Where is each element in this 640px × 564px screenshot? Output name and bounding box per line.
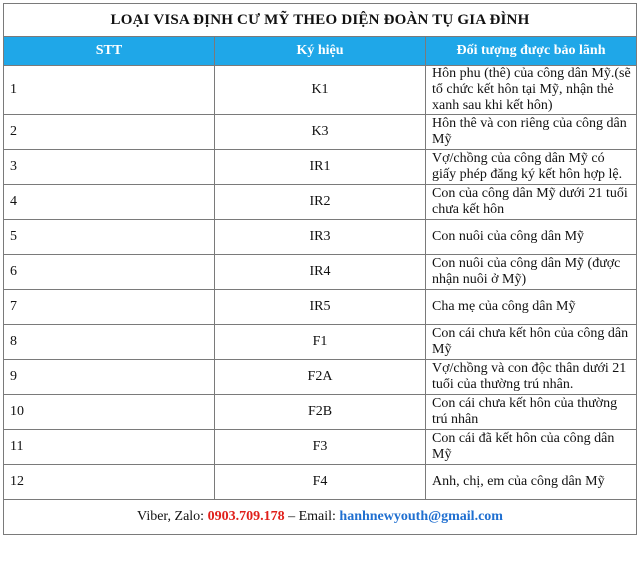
- row-description: Con nuôi của công dân Mỹ (được nhận nuôi ở Mỹ): [426, 255, 637, 290]
- header-code: Ký hiệu: [215, 37, 426, 66]
- row-stt: 3: [4, 150, 215, 185]
- table-row: [4, 150, 637, 185]
- row-description: Con cái chưa kết hôn của thường trú nhân: [426, 395, 637, 430]
- row-code: F2A: [215, 360, 426, 395]
- row-stt: 4: [4, 185, 215, 220]
- row-code: IR1: [215, 150, 426, 185]
- table-row: [4, 430, 637, 465]
- table-row: [4, 220, 637, 255]
- table-row: [4, 465, 637, 500]
- row-stt: 12: [4, 465, 215, 500]
- table-row: [4, 395, 637, 430]
- row-code: K1: [215, 66, 426, 115]
- visa-table-container: [3, 3, 637, 535]
- row-code: IR5: [215, 290, 426, 325]
- row-stt: 7: [4, 290, 215, 325]
- row-code: F3: [215, 430, 426, 465]
- row-description: Vợ/chồng của công dân Mỹ có giấy phép đăng ký kết hôn hợp lệ.: [426, 150, 637, 185]
- row-code: F4: [215, 465, 426, 500]
- row-description: Con cái đã kết hôn của công dân Mỹ: [426, 430, 637, 465]
- table-row: [4, 66, 637, 115]
- row-description: Cha mẹ của công dân Mỹ: [426, 290, 637, 325]
- row-code: F1: [215, 325, 426, 360]
- visa-table: [3, 3, 637, 535]
- phone-number[interactable]: 0903.709.178: [207, 509, 285, 524]
- header-description: Đối tượng được bảo lãnh: [426, 37, 637, 66]
- row-description: Anh, chị, em của công dân Mỹ: [426, 465, 637, 500]
- table-row: [4, 115, 637, 150]
- contact-middle: – Email:: [284, 509, 340, 524]
- row-description: Hôn thê và con riêng của công dân Mỹ: [426, 115, 637, 150]
- row-description: Hôn phu (thê) của công dân Mỹ.(sẽ tổ chức kết hôn tại Mỹ, nhận thẻ xanh sau khi kết hôn): [426, 66, 637, 115]
- row-stt: 9: [4, 360, 215, 395]
- row-description: Con của công dân Mỹ dưới 21 tuổi chưa kết hôn: [426, 185, 637, 220]
- row-stt: 1: [4, 66, 215, 115]
- row-code: IR4: [215, 255, 426, 290]
- contact-footer: [4, 500, 637, 535]
- table-header-row: [4, 37, 637, 66]
- table-row: [4, 325, 637, 360]
- row-stt: 5: [4, 220, 215, 255]
- row-code: F2B: [215, 395, 426, 430]
- row-code: IR2: [215, 185, 426, 220]
- email-address[interactable]: hanhnewyouth@gmail.com: [339, 509, 503, 524]
- row-description: Con nuôi của công dân Mỹ: [426, 220, 637, 255]
- row-description: Vợ/chồng và con độc thân dưới 21 tuổi của thường trú nhân.: [426, 360, 637, 395]
- row-code: IR3: [215, 220, 426, 255]
- row-code: K3: [215, 115, 426, 150]
- row-stt: 8: [4, 325, 215, 360]
- table-row: [4, 360, 637, 395]
- contact-prefix: Viber, Zalo:: [137, 509, 208, 524]
- table-row: [4, 290, 637, 325]
- table-row: [4, 255, 637, 290]
- row-stt: 2: [4, 115, 215, 150]
- table-title: LOẠI VISA ĐỊNH CƯ MỸ THEO DIỆN ĐOÀN TỤ GIA ĐÌNH: [4, 4, 637, 37]
- row-stt: 6: [4, 255, 215, 290]
- table-row: [4, 185, 637, 220]
- row-stt: 11: [4, 430, 215, 465]
- row-description: Con cái chưa kết hôn của công dân Mỹ: [426, 325, 637, 360]
- header-stt: STT: [4, 37, 215, 66]
- row-stt: 10: [4, 395, 215, 430]
